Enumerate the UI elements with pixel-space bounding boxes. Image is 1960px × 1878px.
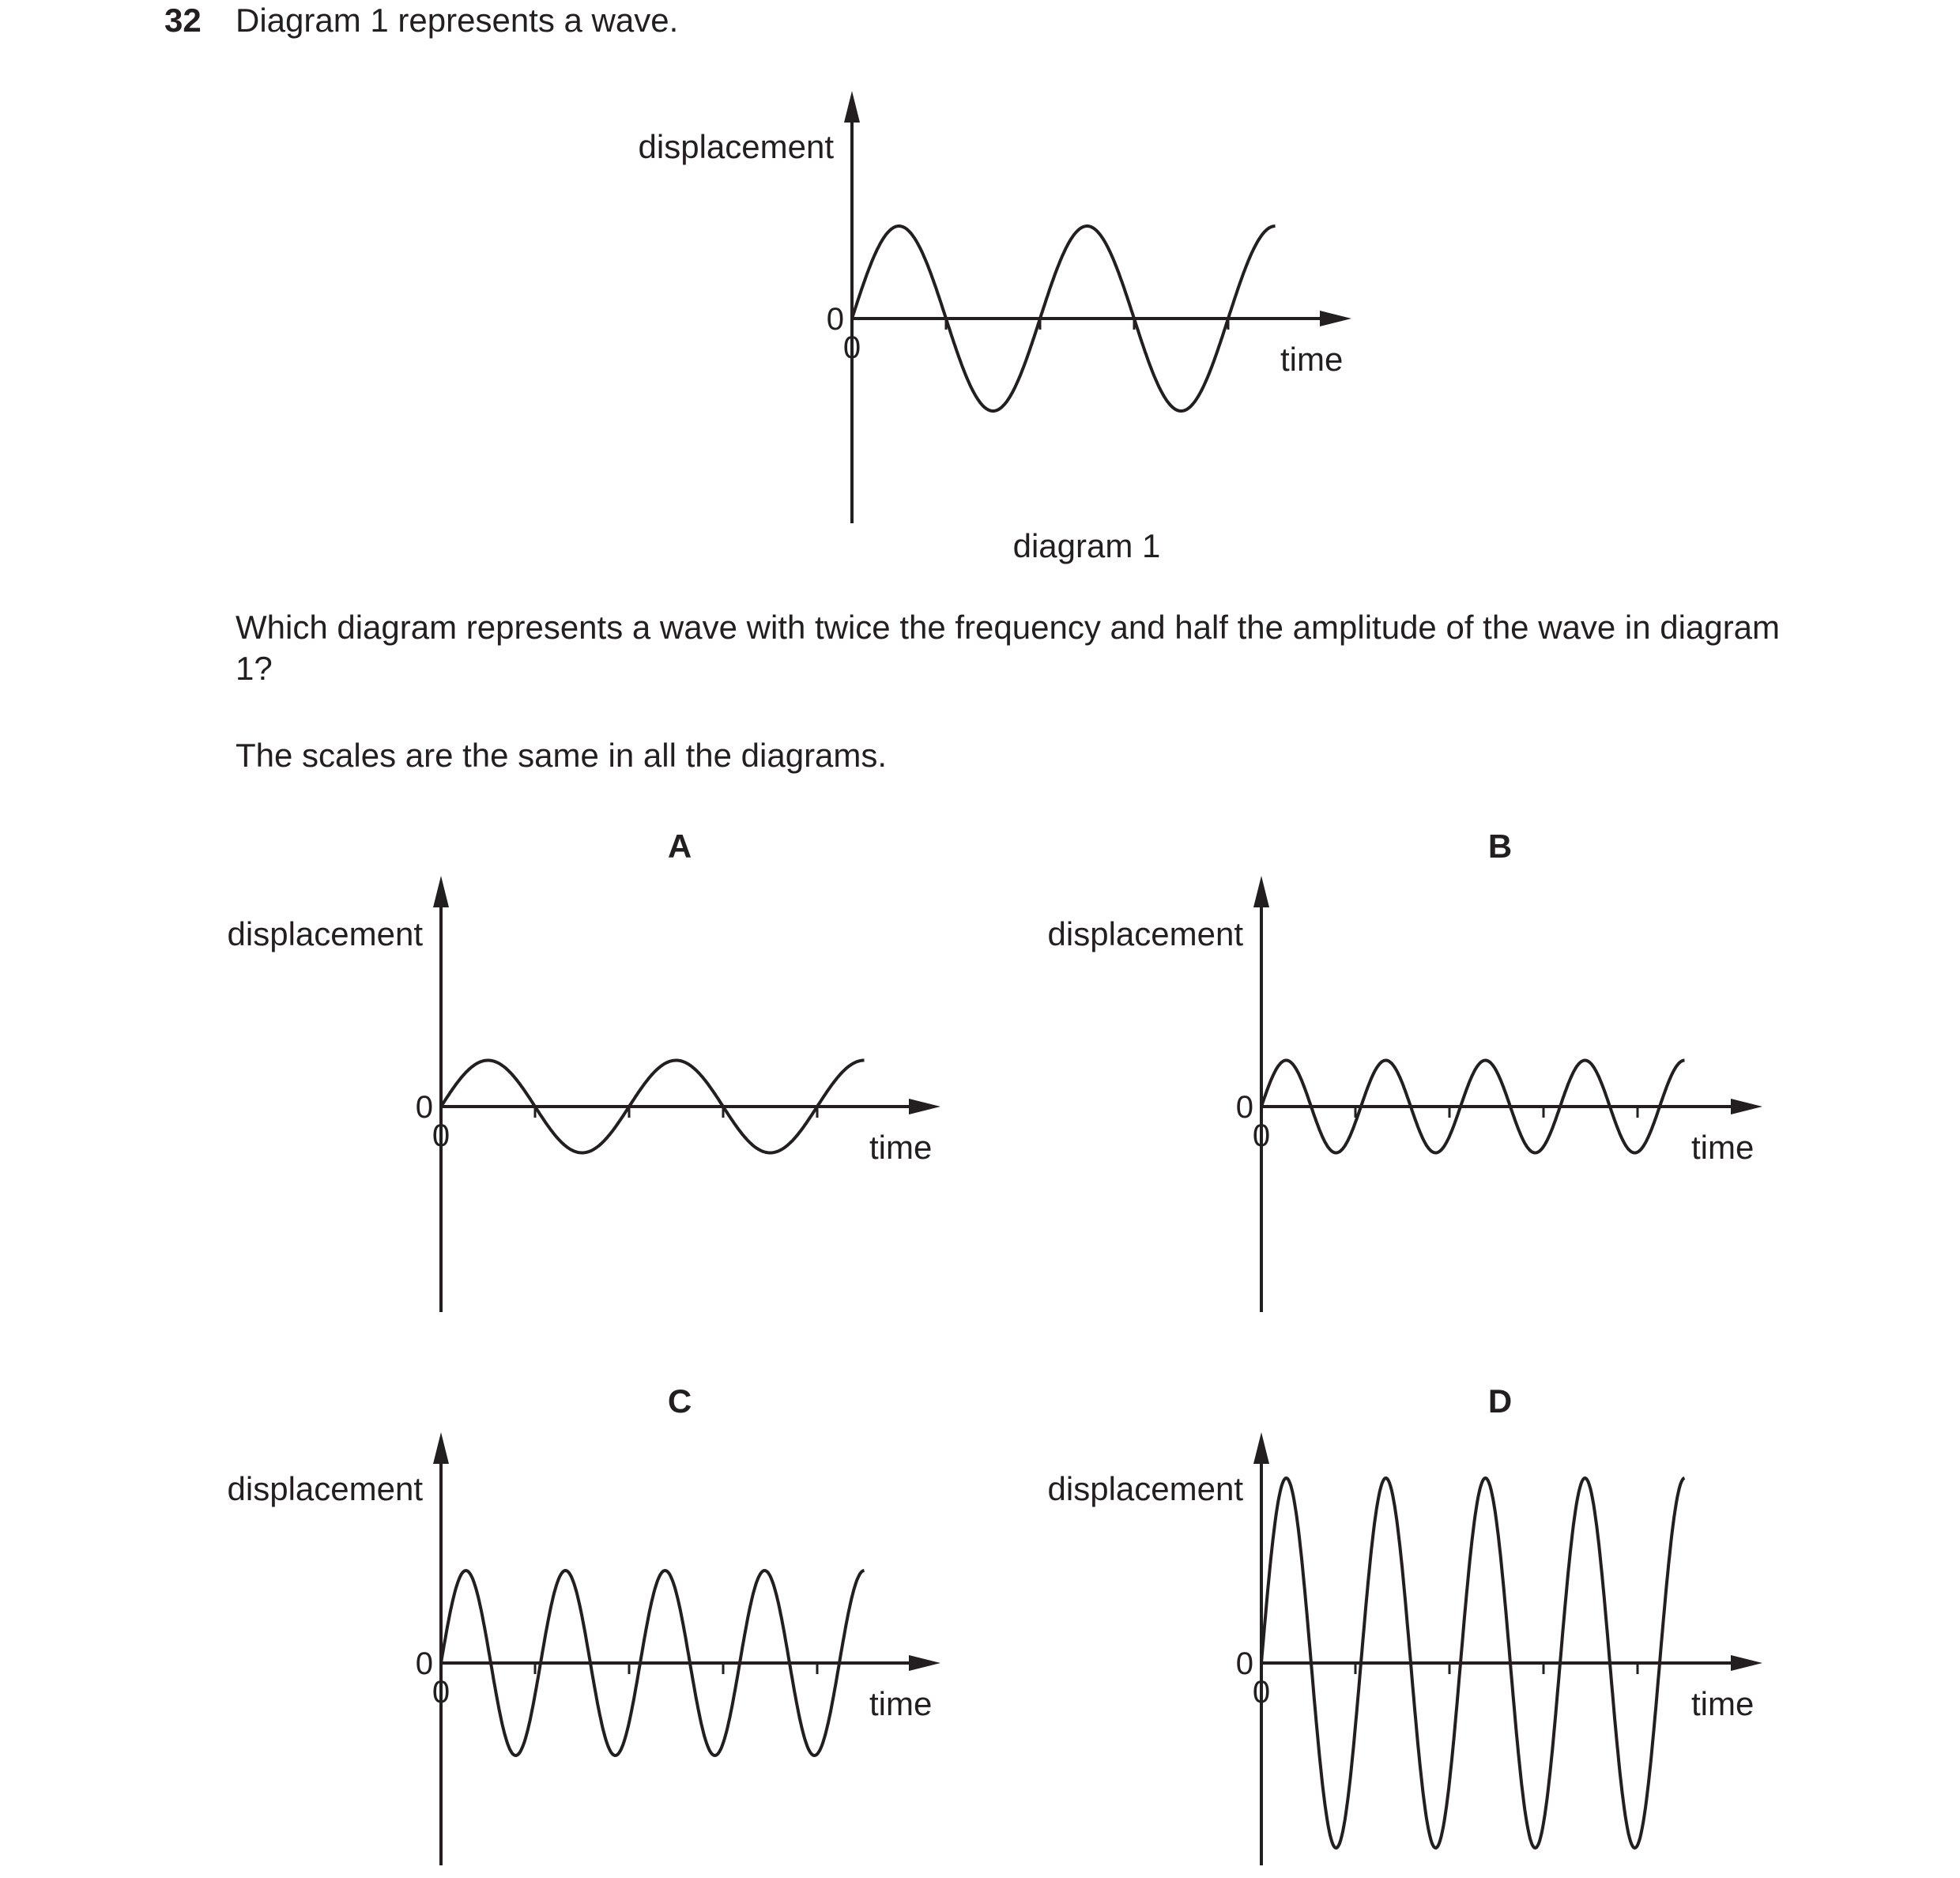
x-axis-arrowhead <box>1320 311 1351 326</box>
option-label: A <box>667 828 692 865</box>
graph-option-b <box>1048 828 1762 1312</box>
y-axis-label: displacement <box>1047 1470 1243 1507</box>
diagram-caption: diagram 1 <box>1012 527 1161 564</box>
x-axis-arrowhead <box>909 1655 940 1671</box>
y-axis-label: displacement <box>227 1470 423 1507</box>
x-axis-arrowhead <box>1731 1099 1762 1114</box>
option-label: D <box>1487 1382 1513 1420</box>
origin-y-label: 0 <box>415 1090 433 1125</box>
y-axis-arrowhead <box>433 876 449 907</box>
y-axis-label: displacement <box>638 128 834 165</box>
origin-y-label: 0 <box>415 1646 433 1681</box>
y-axis-arrowhead <box>844 91 860 123</box>
origin-x-label: 0 <box>1252 1118 1271 1153</box>
option-label: C <box>667 1382 692 1420</box>
graph-diagram-1 <box>639 91 1351 564</box>
y-axis-arrowhead <box>1253 1432 1269 1464</box>
origin-x-label: 0 <box>432 1118 450 1153</box>
question-text: Which diagram represents a wave with twice the frequency and half the amplitude of the wave in diagram 1? <box>236 609 1781 687</box>
y-axis-label: displacement <box>1047 915 1243 952</box>
origin-y-label: 0 <box>1235 1090 1253 1125</box>
question-number: 32 <box>164 2 202 39</box>
origin-y-label: 0 <box>1235 1646 1253 1681</box>
x-axis-label: time <box>869 1129 933 1166</box>
origin-x-label: 0 <box>432 1675 450 1710</box>
y-axis-arrowhead <box>433 1432 449 1464</box>
scales-note: The scales are the same in all the diagrams. <box>236 737 888 774</box>
graph-option-d <box>1048 1382 1762 1865</box>
origin-x-label: 0 <box>842 330 861 365</box>
x-axis-label: time <box>869 1685 933 1722</box>
x-axis-label: time <box>1691 1129 1755 1166</box>
y-axis-arrowhead <box>1253 876 1269 907</box>
origin-x-label: 0 <box>1252 1675 1271 1710</box>
origin-y-label: 0 <box>826 302 844 337</box>
x-axis-label: time <box>1691 1685 1755 1722</box>
x-axis-arrowhead <box>1731 1655 1762 1671</box>
y-axis-label: displacement <box>227 915 423 952</box>
question-stem: Diagram 1 represents a wave. <box>236 2 679 39</box>
x-axis-label: time <box>1280 341 1344 378</box>
option-label: B <box>1487 828 1513 865</box>
graph-option-c <box>228 1382 940 1865</box>
graph-option-a <box>228 828 940 1312</box>
x-axis-arrowhead <box>909 1099 940 1114</box>
